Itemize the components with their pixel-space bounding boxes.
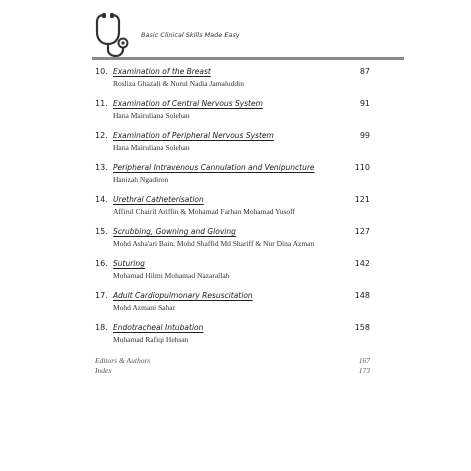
chapter-title[interactable]: Endotracheal Intubation bbox=[113, 323, 204, 332]
chapter-number: 12. bbox=[95, 131, 108, 140]
chapter-page: 87 bbox=[359, 67, 370, 76]
toc-entry[interactable] bbox=[95, 131, 380, 153]
chapter-page: 99 bbox=[359, 131, 370, 140]
toc-entry[interactable] bbox=[95, 67, 380, 89]
chapter-authors: Mohamad Hilmi Mohamad Nazarallah bbox=[113, 271, 230, 280]
chapter-title[interactable]: Suturing bbox=[113, 259, 145, 268]
chapter-title[interactable]: Scrubbing, Gowning and Gloving bbox=[113, 227, 236, 236]
chapter-title[interactable]: Examination of Central Nervous System bbox=[113, 99, 263, 108]
toc-entry[interactable] bbox=[95, 195, 380, 217]
page-header bbox=[92, 12, 412, 58]
back-matter-item[interactable] bbox=[95, 366, 380, 376]
chapter-page: 121 bbox=[354, 195, 370, 204]
back-matter-page: 167 bbox=[358, 356, 370, 365]
chapter-title[interactable]: Examination of Peripheral Nervous System bbox=[113, 131, 274, 140]
chapter-number: 15. bbox=[95, 227, 108, 236]
back-matter-label[interactable]: Index bbox=[95, 366, 112, 375]
chapter-title[interactable]: Peripheral Intravenous Cannulation and Venipuncture bbox=[113, 163, 315, 172]
chapter-title[interactable]: Adult Cardiopulmonary Resuscitation bbox=[113, 291, 253, 300]
chapter-title[interactable]: Examination of the Breast bbox=[113, 67, 211, 76]
chapter-authors: Mohd Asha'ari Bain, Mohd Shaffid Md Shariff & Nur Dina Azman bbox=[113, 239, 315, 248]
chapter-authors: Hana Mairuliana Solehan bbox=[113, 111, 190, 120]
toc-entry[interactable] bbox=[95, 291, 380, 313]
toc-entry[interactable] bbox=[95, 323, 380, 345]
chapter-number: 13. bbox=[95, 163, 108, 172]
chapter-authors: Hanizah Ngadiron bbox=[113, 175, 169, 184]
chapter-page: 127 bbox=[354, 227, 370, 236]
chapter-page: 91 bbox=[359, 99, 370, 108]
toc-entry[interactable] bbox=[95, 259, 380, 281]
chapter-authors: Mohd Azmani Sahar bbox=[113, 303, 176, 312]
chapter-number: 18. bbox=[95, 323, 108, 332]
chapter-authors: Muhamad Rafiqi Hehsan bbox=[113, 335, 189, 344]
chapter-number: 10. bbox=[95, 67, 108, 76]
back-matter-label[interactable]: Editors & Authors bbox=[95, 356, 151, 365]
toc-entry[interactable] bbox=[95, 163, 380, 185]
back-matter-page: 173 bbox=[358, 366, 370, 375]
chapter-number: 14. bbox=[95, 195, 108, 204]
chapter-page: 158 bbox=[354, 323, 370, 332]
header-divider bbox=[92, 57, 404, 60]
chapter-page: 148 bbox=[354, 291, 370, 300]
toc-entry[interactable] bbox=[95, 227, 380, 249]
chapter-page: 110 bbox=[354, 163, 370, 172]
chapter-authors: Rosliza Ghazali & Nurul Nadia Jamaluddin bbox=[113, 79, 245, 88]
book-title: Basic Clinical Skills Made Easy bbox=[141, 31, 240, 39]
stethoscope-icon bbox=[92, 12, 136, 58]
toc-entry[interactable] bbox=[95, 99, 380, 121]
back-matter-item[interactable] bbox=[95, 356, 380, 366]
chapter-number: 11. bbox=[95, 99, 108, 108]
chapter-title[interactable]: Urethral Catheterisation bbox=[113, 195, 204, 204]
chapter-page: 142 bbox=[354, 259, 370, 268]
chapter-number: 17. bbox=[95, 291, 108, 300]
chapter-number: 16. bbox=[95, 259, 108, 268]
chapter-authors: Affirul Chairil Ariffin & Mohamad Farhan Mohamad Yusoff bbox=[113, 207, 295, 216]
chapter-authors: Hana Mairuliana Solehan bbox=[113, 143, 190, 152]
